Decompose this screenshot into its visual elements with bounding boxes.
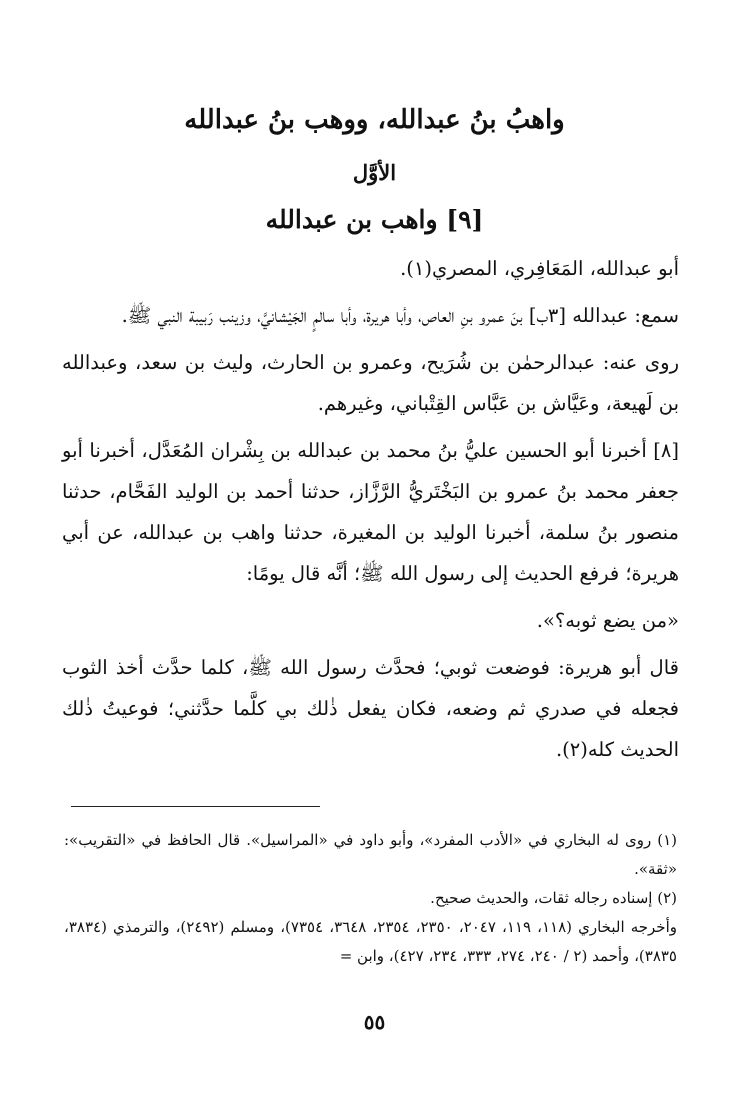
footnote-divider [71,806,320,807]
paragraph-kunya: أبو عبدالله، المَعَافِري، المصري(١). [400,257,679,280]
section-subheading: الأوَّل [352,160,397,185]
paragraph-hadith-text: قال أبو هريرة: فوضعت ثوبي؛ فحدَّث رسول الله ﷺ، كلما حدَّث أخذ الثوب فجعله في صدري ثم وضعه، فكان يفعل ذٰلك بي كلَّما حدَّثني؛ فوعيتُ ذٰلك الحديث كله(٢). [62,656,679,761]
footnote-2: (٢) إسناده رجاله ثقات، والحديث صحيح. [430,889,677,907]
footnote-1: (١) روى له البخاري في «الأدب المفرد»، وأبو داود في «المراسيل». قال الحافظ في «التقريب»: «ثقة». [64,831,677,878]
paragraph-hadith-quote: «من يضع ثوبه؟». [536,609,679,632]
footnote-2-continued: وأخرجه البخاري (١١٨، ١١٩، ٢٠٤٧، ٢٣٥٠، ٢٣٥٤، ٣٦٤٨، ٧٣٥٤)، ومسلم (٢٤٩٢)، والترمذي (٣٨٣٤، ٣٨٣٥)، وأحمد (٢ / ٢٤٠، ٢٧٤، ٣٣٣، ٢٣٤، ٤٢٧)، وابن = [64,918,677,965]
entry-title: [٩] واهب بن عبدالله [265,205,484,234]
footnotes [64,826,677,971]
page-number: ٥٥ [363,1010,386,1034]
paragraph-narrators: روى عنه: عبدالرحمٰن بن شُرَيح، وعمرو بن الحارث، وليث بن سعد، وعبدالله بن لَهيعة، وعَيَّاش بن عَبَّاس القِتْباني، وغيرهم. [62,351,679,415]
chapter-heading: واهبُ بنُ عبدالله، ووهب بنُ عبدالله [184,105,565,135]
main-text [62,248,679,770]
paragraph-heard-from: سمع: عبدالله [٣ب] بنَ عمرو بنِ العاص، وأبا هريرة، وأبا سالمٍ الجَيْشانيَّ، وزينب رَبيبة النبي ﷺ. [121,304,679,327]
paragraph-isnad: [٨] أخبرنا أبو الحسين عليُّ بنُ محمد بن عبدالله بن بِشْران المُعَدَّل، أخبرنا أبو جعفر محمد بنُ عمرو بن البَخْتَريُّ الرَّزَّاز، حدثنا أحمد بن الوليد الفَحَّام، حدثنا منصور بنُ سلمة، أخبرنا الوليد بن المغيرة، حدثنا واهب بن عبدالله، عن أبي هريرة؛ فرفع الحديث إلى رسول الله ﷺ؛ أنَّه قال يومًا: [62,439,679,585]
